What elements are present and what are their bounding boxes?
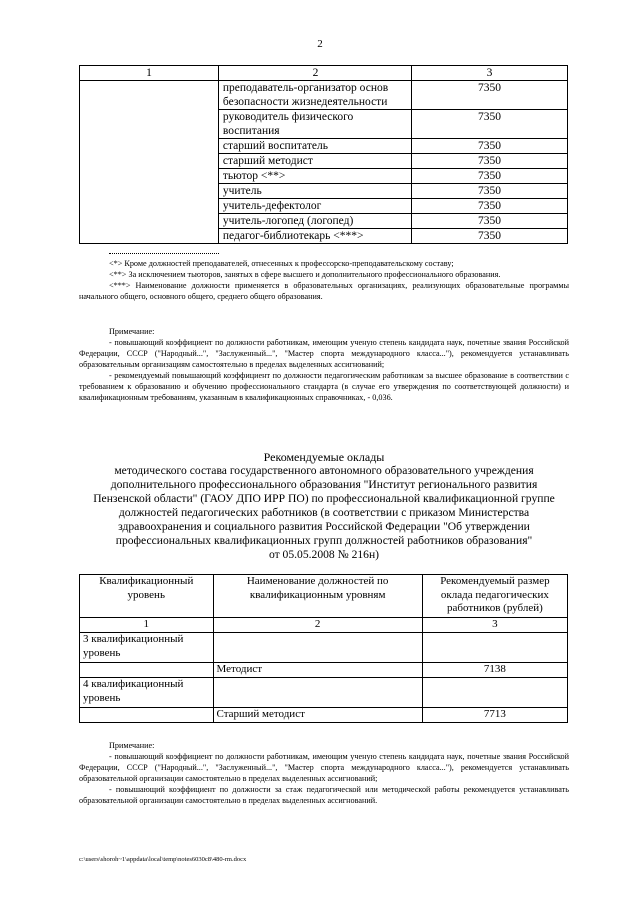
positions-salary-table [79,65,568,244]
empty-cell [213,633,422,663]
header-salary: Рекомендуемый размер оклада педагогических работников (рублей) [422,575,567,618]
footnotes [79,258,569,302]
salary-cell: 7350 [412,139,568,154]
position-cell: учитель-логопед (логопед) [218,214,411,229]
level-row [80,678,568,708]
note-item: - повышающий коэффициент по должности за стаж педагогической или методической работы рекомендуется устанавливать образовательной организации самостоятельно в пределах выделенных ассигнований. [79,785,569,805]
table-header-row [80,575,568,618]
position-cell: учитель [218,184,411,199]
salary-cell: 7350 [412,110,568,139]
note-heading: Примечание: [109,741,155,750]
position-cell: руководитель физического воспитания [218,110,411,139]
column-number-1: 1 [80,66,219,81]
position-row [80,708,568,723]
title-line: Пензенской области" (ГАОУ ДПО ИРР ПО) по профессиональной квалификационной группе [93,492,555,505]
salary-cell: 7713 [422,708,567,723]
position-cell: Методист [213,663,422,678]
empty-cell [80,663,214,678]
empty-cell [80,708,214,723]
column-number-row [80,618,568,633]
section-title [79,450,569,562]
empty-cell [422,678,567,708]
position-cell: Старший методист [213,708,422,723]
note-item: - повышающий коэффициент по должности работникам, имеющим ученую степень кандидата наук, почетные звания Российской Федерации, СССР ("Народный...", "Заслуженный...", "Мастер спорта международного класса..."), рекомендуется устанавливать образовательной организации самостоятельно в пределах выделенных ассигнований; [79,752,569,783]
column-number-3: 3 [412,66,568,81]
column-number-2: 2 [213,618,422,633]
qualification-level-cell: 4 квалификационный уровень [80,678,214,708]
note-block-2 [79,740,569,806]
qualification-level-cell: 3 квалификационный уровень [80,633,214,663]
column-number-1: 1 [80,618,214,633]
empty-cell [213,678,422,708]
salary-cell: 7350 [412,184,568,199]
title-heading: Рекомендуемые оклады [263,450,385,464]
title-line: дополнительного профессионального образования "Институт регионального развития [110,478,538,491]
position-cell: преподаватель-организатор основ безопасности жизнедеятельности [218,81,411,110]
salary-cell: 7138 [422,663,567,678]
note-heading: Примечание: [109,327,155,336]
level-cell-empty [80,81,219,244]
note-block-1 [79,326,569,403]
header-position-name: Наименование должностей по квалификационным уровням [213,575,422,618]
footnote: <***> Наименование должности применяется в образовательных организациях, реализующих образовательные программы начального общего, основного общего, среднего общего образования. [79,281,569,301]
position-cell: старший воспитатель [218,139,411,154]
level-row [80,633,568,663]
file-path: c:\users\shoroh~1\appdata\local\temp\notes6030c8\480-rm.docx [79,856,247,863]
table-row [80,81,568,110]
salary-cell: 7350 [412,199,568,214]
position-cell: педагог-библиотекарь <***> [218,229,411,244]
position-cell: старший методист [218,154,411,169]
salary-cell: 7350 [412,154,568,169]
salary-cell: 7350 [412,214,568,229]
salary-cell: 7350 [412,169,568,184]
salary-cell: 7350 [412,229,568,244]
note-item: - рекомендуемый повышающий коэффициент по должности педагогическим работникам за высшее образование в соответствии с требованием к образованию и обучению профессионального стандарта (в случае его утверждения по соответствующей должности) и квалификационным требованиям, указанным в квалификационных справочниках, - 0,036. [79,371,569,402]
methodist-salary-table [79,574,568,723]
salary-cell: 7350 [412,81,568,110]
position-cell: учитель-дефектолог [218,199,411,214]
title-line: методического состава государственного автономного образовательного учреждения [114,464,534,477]
note-item: - повышающий коэффициент по должности работникам, имеющим ученую степень кандидата наук, почетные звания Российской Федерации, СССР ("Народный...", "Заслуженный...", "Мастер спорта международного класса..."), рекомендуется устанавливать образовательным организациям самостоятельно в пределах выделенных ассигнований; [79,338,569,369]
column-number-2: 2 [218,66,411,81]
column-number-3: 3 [422,618,567,633]
empty-cell [422,633,567,663]
title-line: здравоохранения и социального развития Российской Федерации "Об утверждении [118,520,530,533]
position-row [80,663,568,678]
footnote: <**> За исключением тьюторов, занятых в сфере высшего и дополнительного профессионального образования. [109,270,501,279]
title-line: от 05.05.2008 № 216н) [268,548,380,561]
title-line: должностей педагогических работников (в соответствии с приказом Министерства [118,506,530,519]
table-header-row [80,66,568,81]
footnote-separator [109,253,219,254]
title-line: профессиональных квалификационных групп должностей работников образования" [115,534,533,547]
footnote: <*> Кроме должностей преподавателей, отнесенных к профессорско-преподавательскому составу; [109,259,454,268]
position-cell: тьютор <**> [218,169,411,184]
header-qualification-level: Квалификационный уровень [80,575,214,618]
page-number: 2 [317,38,323,50]
